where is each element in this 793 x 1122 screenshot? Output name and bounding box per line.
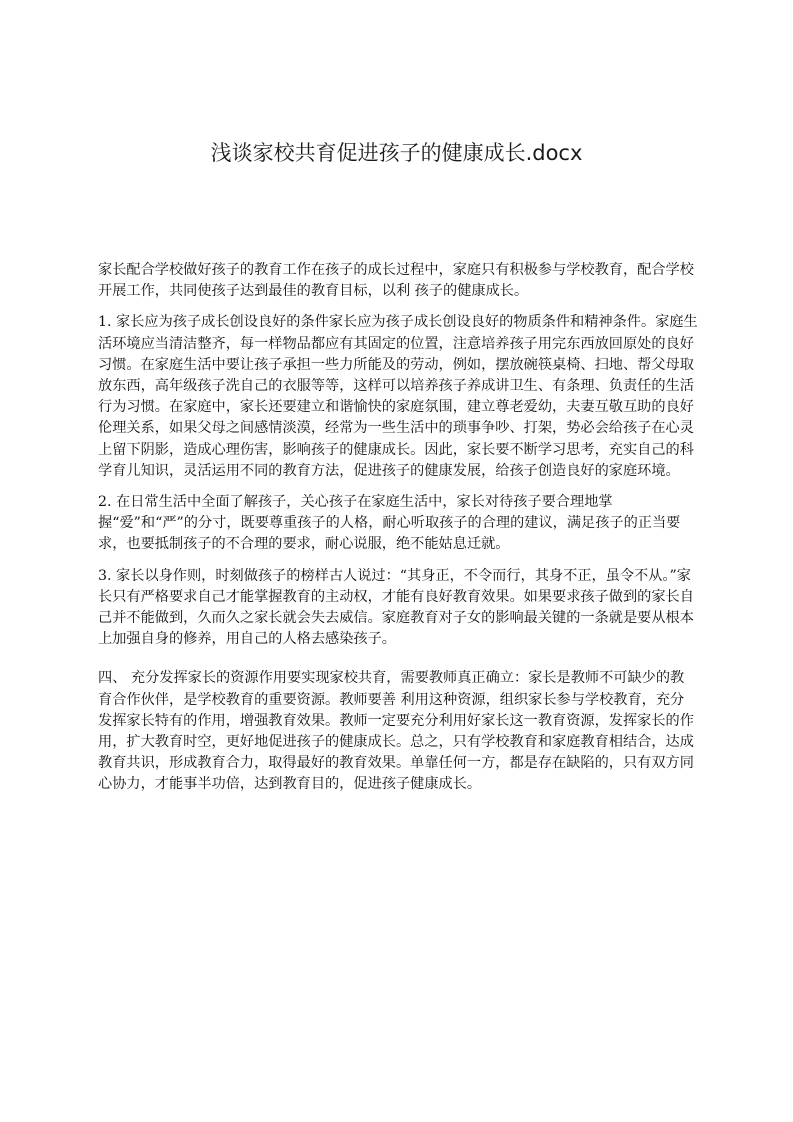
document-title: 浅谈家校共育促进孩子的健康成长.docx [210, 141, 583, 165]
paragraph-3: 3. 家长以身作则，时刻做孩子的榜样古人说过：“其身正，不令而行，其身不正，虽令不从。”家长只有严格要求自己才能掌握教育的主动权，才能有良好教育效果。如果要求孩子做到的家长自己并不能做到，久而久之家长就会失去威信。家庭教育对子女的影响最关键的一条就是要从根本上加强自身的修养，用自己的人格去感染孩子。 [98, 567, 694, 648]
document-body [98, 260, 698, 806]
paragraph-2: 2. 在日常生活中全面了解孩子，关心孩子在家庭生活中，家长对待孩子要合理地掌握“爱”和“严”的分寸，既要尊重孩子的人格，耐心听取孩子的合理的建议，满足孩子的正当要求，也要抵制孩子的不合理的要求，耐心说服，绝不能姑息迁就。 [98, 494, 681, 553]
paragraph-4: 四、 充分发挥家长的资源作用要实现家校共育，需要教师真正确立：家长是教师不可缺少的教育合作伙伴，是学校教育的重要资源。教师要善 利用这种资源，组织家长参与学校教育，充分发挥家长特有的作用，增强教育效果。教师一定要充分利用好家长这一教育资源，发挥家长的作用，扩大教育时空，更好地促进孩子的健康成长。总之，只有学校教育和家庭教育相结合，达成教育共识，形成教育合力，取得最好的教育效果。单靠任何一方，都是存在缺陷的，只有双方同心协力，才能事半功倍，达到教育目的，促进孩子健康成长。 [98, 670, 694, 793]
paragraph-intro: 家长配合学校做好孩子的教育工作在孩子的成长过程中，家庭只有积极参与学校教育，配合学校开展工作，共同使孩子达到最佳的教育目标，以利 孩子的健康成长。 [98, 262, 694, 300]
paragraph-1: 1. 家长应为孩子成长创设良好的条件家长应为孩子成长创设良好的物质条件和精神条件。家庭生活环境应当清洁整齐，每一样物品都应有其固定的位置，注意培养孩子用完东西放回原处的良好习惯。在家庭生活中要让孩子承担一些力所能及的劳动，例如，摆放碗筷桌椅、扫地、帮父母取放东西，高年级孩子洗自己的衣服等等，这样可以培养孩子养成讲卫生、有条理、负责任的生活行为习惯。在家庭中，家长还要建立和谐愉快的家庭氛围，建立尊老爱幼，夫妻互敬互助的良好伦理关系，如果父母之间感情淡漠，经常为一些生活中的琐事争吵、打架，势必会给孩子在心灵上留下阴影，造成心理伤害，影响孩子的健康成长。因此，家长要不断学习思考，充实自己的科学育儿知识，灵活运用不同的教育方法，促进孩子的健康发展，给孩子创造良好的家庭环境。 [98, 314, 698, 479]
